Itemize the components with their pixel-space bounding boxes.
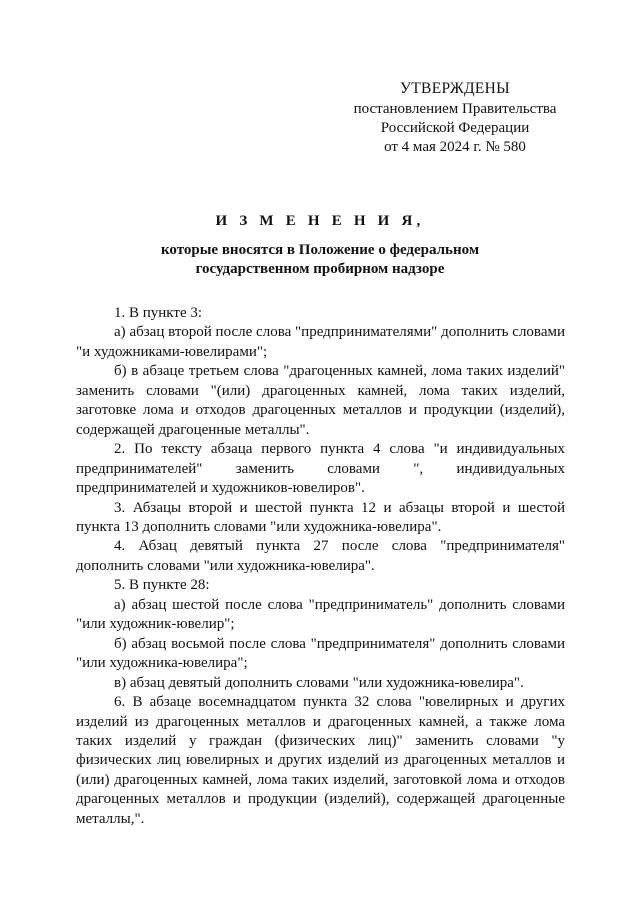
approval-block: [330, 79, 580, 157]
document-title: И З М Е Н Е Н И Я,: [215, 213, 425, 229]
approval-line-2: Российской Федерации: [380, 120, 530, 136]
paragraph-item-5: 5. В пункте 28:: [114, 577, 210, 594]
paragraph-item-6: 6. В абзаце восемнадцатом пункта 32 слова "ювелирных и других изделий из драгоценных металлов и драгоценных камней, а также лома таких изделий у граждан (физических лиц)" заменить словами "у физических лиц ювелирных и других изделий из драгоценных металлов и (или) драгоценных камней, лома таких изделий, заготовкой лома и отходов драгоценных металлов и продукции (изделий), содержащей драгоценные металлы,".: [76, 694, 565, 827]
paragraph-item-1b: б) в абзаце третьем слова "драгоценных камней, лома таких изделий" заменить словами "(или) драгоценных камней, лома таких изделий, заготовке лома и отходов драгоценных металлов и продукции (изделий), содержащей драгоценные металлы".: [76, 363, 565, 438]
document-subtitle-line-1: которые вносятся в Положение о федеральном: [160, 242, 480, 258]
document-subtitle-line-2: государственном пробирном надзоре: [195, 261, 445, 277]
paragraph-item-5c: в) абзац девятый дополнить словами "или художника-ювелира".: [114, 674, 524, 691]
paragraph-item-4: 4. Абзац девятый пункта 27 после слова "предпринимателя" дополнить словами "или художника-ювелира".: [76, 538, 565, 574]
paragraph-item-1a: а) абзац второй после слова "предпринимателями" дополнить словами "и художниками-ювелирами";: [76, 324, 565, 360]
paragraph-item-3: 3. Абзацы второй и шестой пункта 12 и абзацы второй и шестой пункта 13 дополнить словами "или художника-ювелира".: [76, 499, 565, 535]
paragraph-item-1: 1. В пункте 3:: [114, 305, 203, 321]
document-body: [76, 304, 565, 829]
paragraph-item-5a: а) абзац шестой после слова "предприниматель" дополнить словами "или художник-ювелир";: [76, 596, 565, 633]
paragraph-item-5b: б) абзац восьмой после слова "предпринимателя" дополнить словами "или художника-ювелира";: [76, 635, 565, 672]
paragraph-item-2: 2. По тексту абзаца первого пункта 4 слова "и индивидуальных предпринимателей" заменить словами ", индивидуальных предпринимателей и художников-ювелиров".: [76, 441, 565, 497]
document-heading: [60, 212, 580, 279]
approval-line-3: от 4 мая 2024 г. № 580: [384, 139, 526, 155]
approval-title: УТВЕРЖДЕНЫ: [400, 80, 510, 97]
approval-line-1: постановлением Правительства: [353, 101, 557, 117]
